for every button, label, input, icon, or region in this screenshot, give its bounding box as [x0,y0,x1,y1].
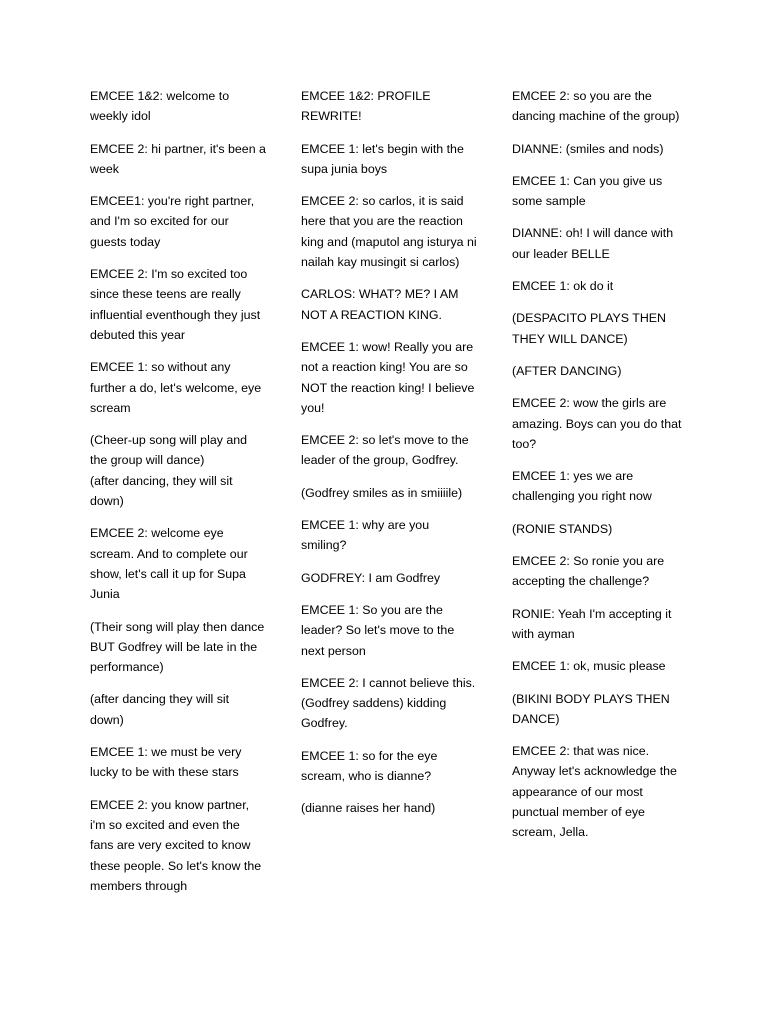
script-line: EMCEE 2: I cannot believe this. (Godfrey saddens) kidding Godfrey. [301,675,476,731]
script-line: DIANNE: oh! I will dance with our leader BELLE [512,226,674,261]
script-line: (Cheer-up song will play and the group will dance) (after dancing, they will sit down) [90,433,248,509]
script-column-2 [301,86,477,831]
script-line: EMCEE 1: wow! Really you are not a reaction king! You are so NOT the reaction king! I believe you! [301,339,475,415]
script-line: (DESPACITO PLAYS THEN THEY WILL DANCE) [512,311,667,346]
script-line: DIANNE: (smiles and nods) [512,141,664,156]
script-line: EMCEE 1: so without any further a do, let's welcome, eye scream [90,360,262,415]
script-line: EMCEE 1: ok, music please [512,659,666,674]
script-line: EMCEE 2: welcome eye scream. And to complete our show, let's call it up for Supa Junia [90,526,248,602]
script-line: EMCEE 2: that was nice. Anyway let's acknowledge the appearance of our most punctual member of eye scream, Jella. [512,744,677,840]
script-line: EMCEE 2: I'm so excited too since these teens are really influential eventhough they just debuted this year [90,267,261,342]
script-line: EMCEE 2: so let's move to the leader of the group, Godfrey. [301,433,469,468]
script-line: EMCEE1: you're right partner, and I'm so excited for our guests today [90,194,255,249]
script-line: EMCEE 1: ok do it [512,279,614,294]
script-line: EMCEE 1: we must be very lucky to be with these stars [90,745,242,780]
script-line: EMCEE 1: let's begin with the supa junia boys [301,141,464,176]
script-line: EMCEE 1: so for the eye scream, who is dianne? [301,748,438,784]
script-line: EMCEE 2: so you are the dancing machine of the group) [512,89,680,124]
script-line: EMCEE 1: So you are the leader? So let's move to the next person [301,602,455,658]
script-column-3 [512,86,688,855]
script-line: (dianne raises her hand) [301,801,436,816]
script-line: CARLOS: WHAT? ME? I AM NOT A REACTION KING. [301,287,459,322]
script-line: RONIE: Yeah I'm accepting it with ayman [512,606,672,641]
script-line: EMCEE 1&2: PROFILE REWRITE! [301,89,431,124]
script-line: (RONIE STANDS) [512,521,613,536]
script-line: EMCEE 1: why are you smiling? [301,518,430,553]
script-line: EMCEE 2: so carlos, it is said here that you are the reaction king and (maputol ang isturya ni nailah kay musingit si carlos) [301,194,477,270]
script-line: (Their song will play then dance BUT Godfrey will be late in the performance) [90,619,265,675]
script-line: EMCEE 2: wow the girls are amazing. Boys can you do that too? [512,396,682,451]
script-line: EMCEE 1: yes we are challenging you right now [512,469,652,504]
script-line: GODFREY: I am Godfrey [301,570,441,585]
script-column-1 [90,86,266,908]
script-line: EMCEE 1: Can you give us some sample [512,173,663,209]
script-line: (Godfrey smiles as in smiiiile) [301,485,463,500]
script-line: EMCEE 2: you know partner, i'm so excited and even the fans are very excited to know these people. So let's know the members through [90,797,262,893]
script-line: EMCEE 1&2: welcome to weekly idol [90,89,230,124]
script-line: EMCEE 2: hi partner, it's been a week [90,141,266,176]
script-line: (BIKINI BODY PLAYS THEN DANCE) [512,691,670,726]
script-line: EMCEE 2: So ronie you are accepting the challenge? [512,554,665,589]
script-line: (AFTER DANCING) [512,363,622,378]
script-line: (after dancing they will sit down) [90,692,230,727]
